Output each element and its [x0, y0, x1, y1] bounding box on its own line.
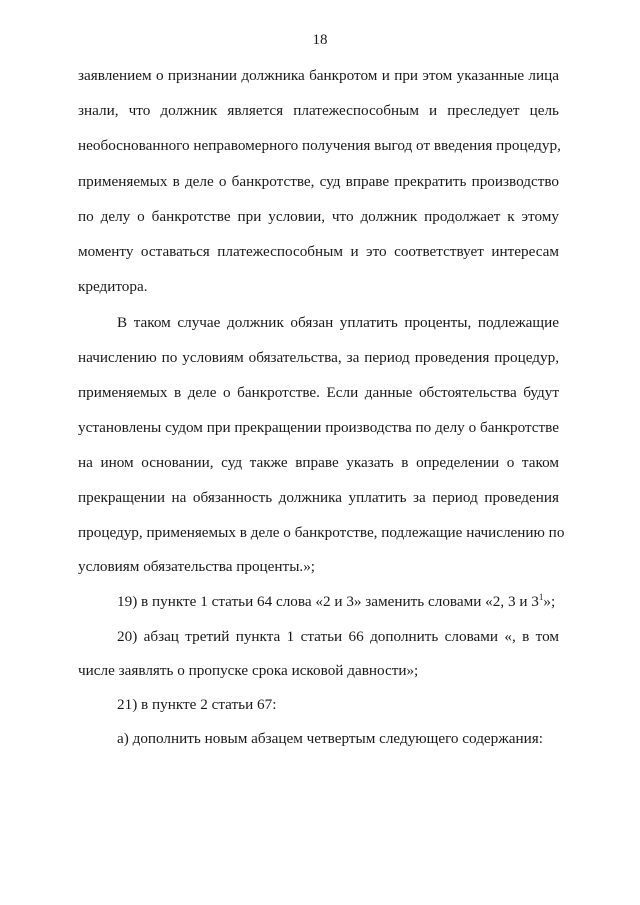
text-line: установлены судом при прекращении производства по делу о банкротстве [78, 419, 559, 436]
text-line: условиям обязательства проценты.»; [78, 558, 316, 575]
item-19-text: 19) в пункте 1 статьи 64 слова «2 и 3» заменить словами «2, 3 и 3 [117, 593, 539, 610]
text-line: числе заявлять о пропуске срока исковой давности»; [78, 662, 419, 679]
text-line: 20) абзац третий пункта 1 статьи 66 дополнить словами «, в том [117, 628, 559, 645]
text-line: необоснованного неправомерного получения выгод от введения процедур, [78, 137, 561, 154]
item-19-text-end: »; [543, 593, 556, 610]
text-line [117, 592, 559, 612]
page-number: 18 [312, 32, 328, 48]
text-line: прекращении на обязанность должника уплатить за период проведения [78, 489, 559, 506]
text-line: начислению по условиям обязательства, за период проведения процедур, [78, 349, 559, 366]
text-line: применяемых в деле о банкротстве, суд вправе прекратить производство [78, 173, 559, 190]
text-line: применяемых в деле о банкротстве. Если данные обстоятельства будут [78, 384, 559, 401]
text-line: заявлением о признании должника банкротом и при этом указанные лица [78, 67, 559, 84]
text-line: процедур, применяемых в деле о банкротстве, подлежащие начислению по [78, 524, 565, 541]
text-line: В таком случае должник обязан уплатить проценты, подлежащие [117, 314, 559, 331]
text-line: 21) в пункте 2 статьи 67: [117, 696, 277, 713]
text-line: а) дополнить новым абзацем четвертым следующего содержания: [117, 730, 543, 747]
text-line: на ином основании, суд также вправе указать в определении о таком [78, 454, 559, 471]
superscript: 1 [538, 592, 544, 602]
text-line: по делу о банкротстве при условии, что должник продолжает к этому [78, 208, 559, 225]
text-line: знали, что должник является платежеспособным и преследует цель [78, 102, 559, 119]
text-line: моменту оставаться платежеспособным и это соответствует интересам [78, 243, 559, 260]
text-line: кредитора. [78, 278, 148, 295]
